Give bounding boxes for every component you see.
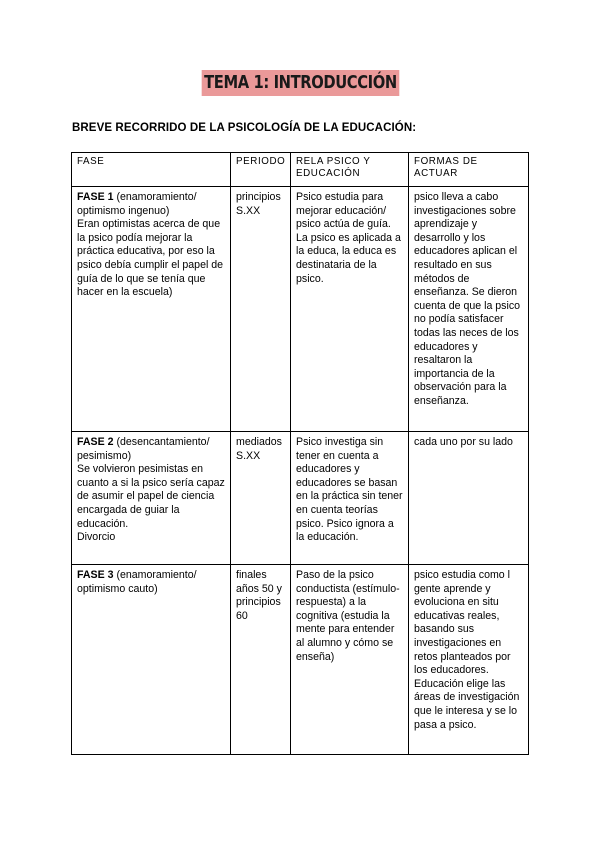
table-row <box>72 432 529 565</box>
period-cell: finales años 50 y principios 60 <box>231 565 291 755</box>
forms-cell: psico lleva a cabo investigaciones sobre aprendizaje y desarrollo y los educadores aplican el resultado en sus métodos de enseñanza. Se dieron cuenta de que la psico no podía satisfacer todas las neces de los educadores y resaltaron la importancia de la observación para la enseñanza. <box>409 187 529 432</box>
title-container <box>0 70 600 96</box>
phase-description: Se volvieron pesimistas en cuanto a si la psico sería capaz de asumir el papel de ciencia encargada de guiar la educación. <box>77 463 225 530</box>
relation-cell: Psico estudia para mejorar educación/ psico actúa de guía. La psico es aplicada a la educa, la educa es destinataria de la psico. <box>291 187 409 432</box>
phase-cell <box>72 432 231 565</box>
forms-cell: cada uno por su lado <box>409 432 529 565</box>
header-formas: FORMAS DE ACTUAR <box>409 153 529 187</box>
phase-name: FASE 3 <box>77 569 114 581</box>
period-cell: principios S.XX <box>231 187 291 432</box>
section-subtitle: BREVE RECORRIDO DE LA PSICOLOGÍA DE LA EDUCACIÓN: <box>72 122 417 134</box>
phases-table <box>71 152 529 755</box>
header-fase: FASE <box>72 153 231 187</box>
phase-paren: (desencantamiento/ pesimismo) <box>77 436 210 462</box>
table-row <box>72 187 529 432</box>
page-title: TEMA 1: INTRODUCCIÓN <box>201 70 399 96</box>
forms-cell: psico estudia como l gente aprende y evoluciona en situ educativas reales, basando sus investigaciones en retos planteados por los educadores. Educación elige las áreas de investigación que le interesa y se lo pasa a psico. <box>409 565 529 755</box>
relation-cell: Psico investiga sin tener en cuenta a educadores y educadores se basan en la práctica sin tener en cuenta teorías psico. Psico ignora a la educación. <box>291 432 409 565</box>
phase-paren: (enamoramiento/ optimismo ingenuo) <box>77 191 197 217</box>
phase-name: FASE 2 <box>77 436 114 448</box>
phase-description: Eran optimistas acerca de que la psico podía mejorar la práctica educativa, por eso la psico debía cumplir el papel de guía de lo que se tenía que hacer en la escuela) <box>77 218 224 299</box>
relation-cell: Paso de la psico conductista (estímulo-respuesta) a la cognitiva (estudia la mente para entender al alumno y cómo se enseña) <box>291 565 409 755</box>
phase-extra: Divorcio <box>77 531 116 544</box>
phase-cell <box>72 565 231 755</box>
phase-name: FASE 1 <box>77 191 114 203</box>
phase-paren: (enamoramiento/ optimismo cauto) <box>77 569 197 595</box>
phase-cell <box>72 187 231 432</box>
table-header-row <box>72 153 529 187</box>
header-relacion: RELA PSICO Y EDUCACIÓN <box>291 153 409 187</box>
header-periodo: PERIODO <box>231 153 291 187</box>
table-row <box>72 565 529 755</box>
period-cell: mediados S.XX <box>231 432 291 565</box>
